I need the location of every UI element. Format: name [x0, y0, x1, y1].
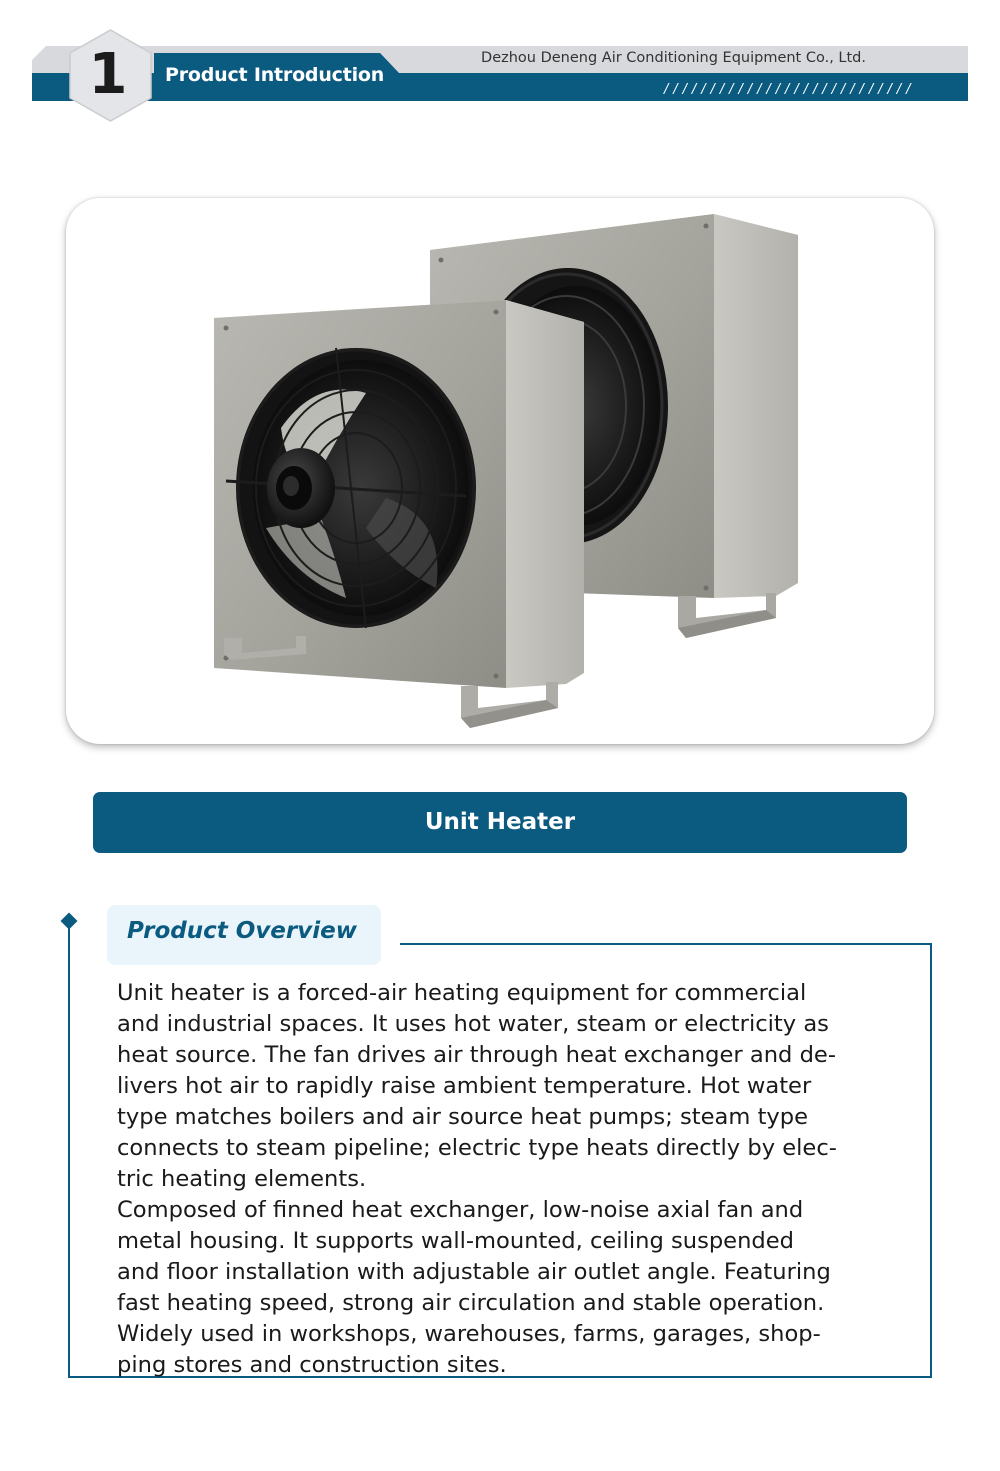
- overview-line: ping stores and construction sites.: [117, 1352, 507, 1378]
- overview-line: metal housing. It supports wall-mounted, ceiling suspended: [117, 1228, 794, 1254]
- overview-line: Unit heater is a forced-air heating equipment for commercial: [117, 980, 807, 1006]
- product-name-banner: Unit Heater: [93, 792, 907, 853]
- overview-frame-top: [400, 943, 932, 945]
- overview-frame-right: [930, 943, 932, 1378]
- diamond-bullet-icon: [61, 913, 78, 930]
- overview-line: fast heating speed, strong air circulation and stable operation.: [117, 1290, 825, 1316]
- company-name: Dezhou Deneng Air Conditioning Equipment Co., Ltd.: [481, 50, 866, 66]
- overview-line: and floor installation with adjustable air outlet angle. Featuring: [117, 1259, 831, 1285]
- overview-line: heat source. The fan drives air through heat exchanger and de-: [117, 1042, 836, 1068]
- overview-line: and industrial spaces. It uses hot water, steam or electricity as: [117, 1011, 829, 1037]
- overview-line: livers hot air to rapidly raise ambient temperature. Hot water: [117, 1073, 812, 1099]
- overview-line: type matches boilers and air source heat pumps; steam type: [117, 1104, 809, 1130]
- overview-heading: Product Overview: [127, 918, 357, 944]
- product-image-card: [66, 198, 934, 744]
- unit-heater-image: [66, 198, 934, 744]
- overview-line: connects to steam pipeline; electric type heats directly by elec-: [117, 1135, 837, 1161]
- section-title: Product Introduction: [165, 64, 385, 86]
- section-number: 1: [88, 42, 128, 107]
- overview-line: Composed of finned heat exchanger, low-noise axial fan and: [117, 1197, 804, 1223]
- overview-line: Widely used in workshops, warehouses, farms, garages, shop-: [117, 1321, 821, 1347]
- overview-line: tric heating elements.: [117, 1166, 367, 1192]
- overview-text: [117, 978, 907, 1381]
- overview-frame-left: [68, 928, 70, 1378]
- header-slash-decoration: / / / / / / / / / / / / / / / / / / / / / / / / / / /: [664, 82, 911, 97]
